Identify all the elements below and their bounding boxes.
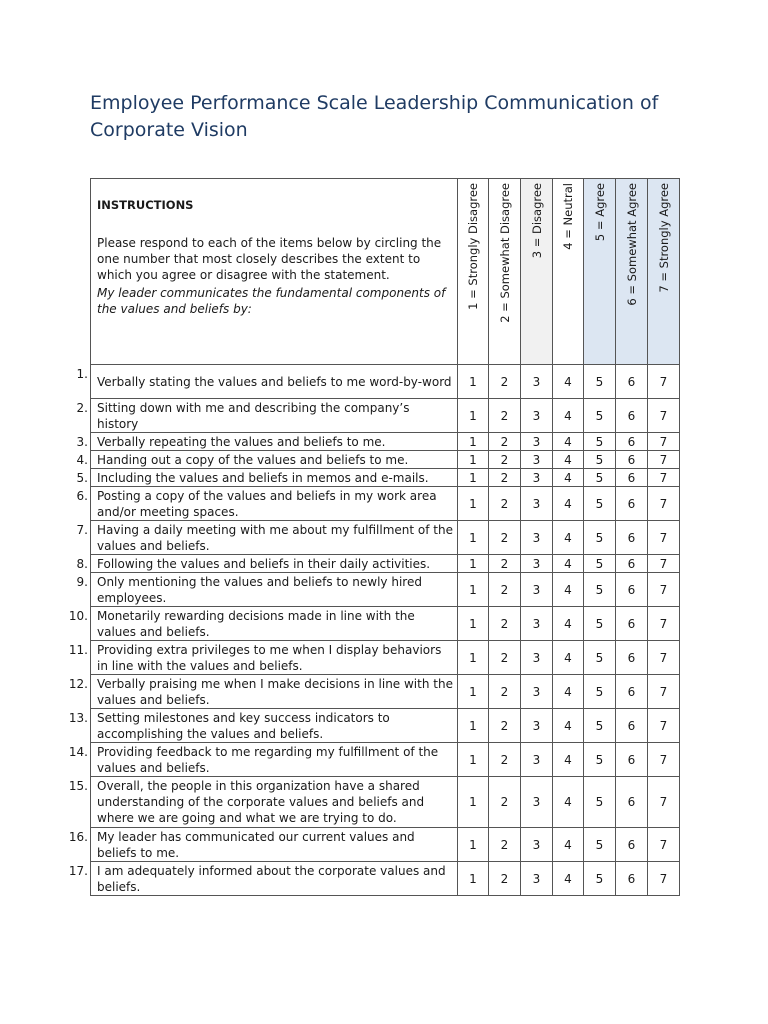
- table-row: [91, 555, 680, 573]
- rating-option-4[interactable]: 4: [553, 777, 584, 828]
- rating-option-5[interactable]: 5: [584, 469, 616, 487]
- rating-option-6[interactable]: 6: [616, 743, 648, 777]
- rating-option-3[interactable]: 3: [521, 675, 553, 709]
- survey-items: [91, 365, 680, 896]
- rating-option-1[interactable]: 1: [458, 828, 489, 862]
- rating-option-6[interactable]: 6: [616, 675, 648, 709]
- rating-option-1[interactable]: 1: [458, 521, 489, 555]
- item-number: 9.: [76, 574, 88, 589]
- scale-label-4: 4 = Neutral: [561, 183, 575, 250]
- rating-option-2[interactable]: 2: [489, 451, 521, 469]
- rating-option-3[interactable]: 3: [521, 573, 553, 607]
- rating-option-5[interactable]: 5: [584, 555, 616, 573]
- rating-option-1[interactable]: 1: [458, 433, 489, 451]
- item-number: 10.: [68, 608, 88, 623]
- item-number: 2.: [76, 400, 88, 415]
- rating-option-6[interactable]: 6: [616, 469, 648, 487]
- rating-option-3[interactable]: 3: [521, 365, 553, 399]
- table-row: [91, 641, 680, 675]
- rating-option-4[interactable]: 4: [553, 365, 584, 399]
- rating-option-6[interactable]: 6: [616, 828, 648, 862]
- rating-option-6[interactable]: 6: [616, 433, 648, 451]
- rating-option-7[interactable]: 7: [648, 365, 680, 399]
- rating-option-7[interactable]: 7: [648, 555, 680, 573]
- table-row: [91, 743, 680, 777]
- item-statement: Following the values and beliefs in their daily activities.: [91, 555, 458, 573]
- item-statement: Providing extra privileges to me when I display behaviors in line with the values and beliefs.: [91, 641, 458, 675]
- item-number: 7.: [76, 522, 88, 537]
- table-row: [91, 521, 680, 555]
- rating-option-3[interactable]: 3: [521, 709, 553, 743]
- rating-option-4[interactable]: 4: [553, 828, 584, 862]
- item-statement: Overall, the people in this organization have a shared understanding of the corporate values and beliefs and where we are going and what we are trying to do.: [91, 777, 458, 828]
- rating-option-7[interactable]: 7: [648, 573, 680, 607]
- scale-header-1: [458, 179, 489, 365]
- rating-option-7[interactable]: 7: [648, 433, 680, 451]
- rating-option-1[interactable]: 1: [458, 777, 489, 828]
- rating-option-1[interactable]: 1: [458, 451, 489, 469]
- table-row: [91, 828, 680, 862]
- rating-option-7[interactable]: 7: [648, 399, 680, 433]
- rating-option-1[interactable]: 1: [458, 862, 489, 896]
- item-statement: Providing feedback to me regarding my fulfillment of the values and beliefs.: [91, 743, 458, 777]
- table-row: [91, 433, 680, 451]
- rating-option-2[interactable]: 2: [489, 365, 521, 399]
- scale-header-4: [553, 179, 584, 365]
- rating-option-2[interactable]: 2: [489, 607, 521, 641]
- table-row: [91, 607, 680, 641]
- scale-header-7: [648, 179, 680, 365]
- rating-option-4[interactable]: 4: [553, 521, 584, 555]
- scale-header-5: [584, 179, 616, 365]
- rating-option-7[interactable]: 7: [648, 743, 680, 777]
- item-number: 11.: [68, 642, 88, 657]
- rating-option-2[interactable]: 2: [489, 675, 521, 709]
- rating-option-4[interactable]: 4: [553, 399, 584, 433]
- rating-option-5[interactable]: 5: [584, 521, 616, 555]
- rating-option-7[interactable]: 7: [648, 828, 680, 862]
- instructions-heading: INSTRUCTIONS: [97, 198, 194, 212]
- rating-option-7[interactable]: 7: [648, 521, 680, 555]
- rating-option-7[interactable]: 7: [648, 641, 680, 675]
- rating-option-5[interactable]: 5: [584, 828, 616, 862]
- rating-option-1[interactable]: 1: [458, 555, 489, 573]
- rating-option-6[interactable]: 6: [616, 709, 648, 743]
- rating-option-2[interactable]: 2: [489, 487, 521, 521]
- rating-option-3[interactable]: 3: [521, 555, 553, 573]
- table-row: [91, 675, 680, 709]
- rating-option-6[interactable]: 6: [616, 365, 648, 399]
- rating-option-3[interactable]: 3: [521, 743, 553, 777]
- scale-label-6: 6 = Somewhat Agree: [624, 183, 639, 306]
- table-row: [91, 469, 680, 487]
- instructions-prompt: My leader communicates the fundamental components of the values and beliefs by:: [97, 286, 446, 316]
- instructions-cell: [91, 179, 458, 365]
- rating-option-2[interactable]: 2: [489, 573, 521, 607]
- item-statement: Handing out a copy of the values and beliefs to me.: [91, 451, 458, 469]
- item-number: 13.: [68, 710, 88, 725]
- rating-option-4[interactable]: 4: [553, 469, 584, 487]
- item-number: 12.: [68, 676, 88, 691]
- scale-label-3: 3 = Disagree: [529, 183, 544, 259]
- rating-option-1[interactable]: 1: [458, 487, 489, 521]
- rating-option-1[interactable]: 1: [458, 709, 489, 743]
- rating-option-1[interactable]: 1: [458, 365, 489, 399]
- item-number: 5.: [76, 470, 88, 485]
- rating-option-5[interactable]: 5: [584, 487, 616, 521]
- rating-option-4[interactable]: 4: [553, 675, 584, 709]
- item-statement: Setting milestones and key success indicators to accomplishing the values and beliefs.: [91, 709, 458, 743]
- scale-label-2: 2 = Somewhat Disagree: [497, 183, 512, 323]
- item-statement: Verbally stating the values and beliefs to me word-by-word: [91, 365, 458, 399]
- rating-option-6[interactable]: 6: [616, 487, 648, 521]
- rating-option-4[interactable]: 4: [553, 607, 584, 641]
- item-number: 16.: [68, 829, 88, 844]
- item-statement: Verbally praising me when I make decisions in line with the values and beliefs.: [91, 675, 458, 709]
- table-row: [91, 862, 680, 896]
- scale-header-3: [521, 179, 553, 365]
- rating-option-1[interactable]: 1: [458, 641, 489, 675]
- rating-option-5[interactable]: 5: [584, 365, 616, 399]
- rating-option-7[interactable]: 7: [648, 607, 680, 641]
- scale-label-7: 7 = Strongly Agree: [656, 183, 671, 293]
- instructions-body: Please respond to each of the items below by circling the one number that most closely describes the extent to which you agree or disagree with the statement.: [97, 236, 442, 282]
- rating-option-6[interactable]: 6: [616, 777, 648, 828]
- table-row: [91, 709, 680, 743]
- rating-option-5[interactable]: 5: [584, 433, 616, 451]
- rating-option-7[interactable]: 7: [648, 709, 680, 743]
- rating-option-3[interactable]: 3: [521, 399, 553, 433]
- rating-option-7[interactable]: 7: [648, 469, 680, 487]
- rating-option-3[interactable]: 3: [521, 521, 553, 555]
- scale-header-6: [616, 179, 648, 365]
- rating-option-1[interactable]: 1: [458, 743, 489, 777]
- rating-option-2[interactable]: 2: [489, 399, 521, 433]
- scale-header-row: [91, 179, 680, 365]
- rating-option-3[interactable]: 3: [521, 433, 553, 451]
- item-statement: Verbally repeating the values and beliefs to me.: [91, 433, 458, 451]
- rating-option-2[interactable]: 2: [489, 709, 521, 743]
- rating-option-7[interactable]: 7: [648, 487, 680, 521]
- rating-option-6[interactable]: 6: [616, 451, 648, 469]
- item-number: 8.: [76, 556, 88, 571]
- rating-option-1[interactable]: 1: [458, 399, 489, 433]
- rating-option-6[interactable]: 6: [616, 521, 648, 555]
- item-statement: Posting a copy of the values and beliefs in my work area and/or meeting spaces.: [91, 487, 458, 521]
- rating-option-3[interactable]: 3: [521, 777, 553, 828]
- rating-option-7[interactable]: 7: [648, 862, 680, 896]
- rating-option-4[interactable]: 4: [553, 451, 584, 469]
- rating-option-3[interactable]: 3: [521, 607, 553, 641]
- rating-option-5[interactable]: 5: [584, 709, 616, 743]
- rating-option-5[interactable]: 5: [584, 451, 616, 469]
- item-number: 15.: [68, 778, 88, 793]
- scale-header-2: [489, 179, 521, 365]
- rating-option-5[interactable]: 5: [584, 399, 616, 433]
- rating-option-2[interactable]: 2: [489, 641, 521, 675]
- page-title: Employee Performance Scale Leadership Communication of Corporate Vision: [90, 92, 659, 141]
- rating-option-6[interactable]: 6: [616, 862, 648, 896]
- item-statement: Sitting down with me and describing the company’s history: [91, 399, 458, 433]
- table-row: [91, 365, 680, 399]
- rating-option-1[interactable]: 1: [458, 675, 489, 709]
- rating-option-2[interactable]: 2: [489, 777, 521, 828]
- rating-option-5[interactable]: 5: [584, 607, 616, 641]
- rating-option-4[interactable]: 4: [553, 743, 584, 777]
- rating-option-2[interactable]: 2: [489, 828, 521, 862]
- rating-option-5[interactable]: 5: [584, 777, 616, 828]
- rating-option-4[interactable]: 4: [553, 487, 584, 521]
- survey-table: [90, 178, 680, 896]
- scale-label-5: 5 = Agree: [592, 183, 607, 242]
- rating-option-2[interactable]: 2: [489, 555, 521, 573]
- table-row: [91, 573, 680, 607]
- table-row: [91, 487, 680, 521]
- item-statement: I am adequately informed about the corporate values and beliefs.: [91, 862, 458, 896]
- rating-option-1[interactable]: 1: [458, 573, 489, 607]
- rating-option-4[interactable]: 4: [553, 573, 584, 607]
- item-number: 3.: [76, 434, 88, 449]
- item-number: 4.: [76, 452, 88, 467]
- rating-option-3[interactable]: 3: [521, 451, 553, 469]
- scale-label-1: 1 = Strongly Disagree: [466, 183, 480, 310]
- rating-option-5[interactable]: 5: [584, 862, 616, 896]
- rating-option-2[interactable]: 2: [489, 743, 521, 777]
- rating-option-1[interactable]: 1: [458, 469, 489, 487]
- rating-option-3[interactable]: 3: [521, 862, 553, 896]
- item-statement: Monetarily rewarding decisions made in line with the values and beliefs.: [91, 607, 458, 641]
- item-statement: My leader has communicated our current values and beliefs to me.: [91, 828, 458, 862]
- rating-option-7[interactable]: 7: [648, 675, 680, 709]
- rating-option-2[interactable]: 2: [489, 862, 521, 896]
- rating-option-2[interactable]: 2: [489, 433, 521, 451]
- rating-option-5[interactable]: 5: [584, 675, 616, 709]
- rating-option-3[interactable]: 3: [521, 469, 553, 487]
- item-number: 1.: [76, 366, 88, 381]
- rating-option-6[interactable]: 6: [616, 573, 648, 607]
- item-statement: Only mentioning the values and beliefs to newly hired employees.: [91, 573, 458, 607]
- rating-option-4[interactable]: 4: [553, 555, 584, 573]
- item-statement: Having a daily meeting with me about my fulfillment of the values and beliefs.: [91, 521, 458, 555]
- rating-option-4[interactable]: 4: [553, 641, 584, 675]
- rating-option-1[interactable]: 1: [458, 607, 489, 641]
- rating-option-6[interactable]: 6: [616, 399, 648, 433]
- rating-option-6[interactable]: 6: [616, 607, 648, 641]
- rating-option-5[interactable]: 5: [584, 573, 616, 607]
- rating-option-3[interactable]: 3: [521, 641, 553, 675]
- rating-option-7[interactable]: 7: [648, 451, 680, 469]
- rating-option-4[interactable]: 4: [553, 709, 584, 743]
- item-statement: Including the values and beliefs in memos and e-mails.: [91, 469, 458, 487]
- rating-option-3[interactable]: 3: [521, 487, 553, 521]
- rating-option-6[interactable]: 6: [616, 555, 648, 573]
- rating-option-4[interactable]: 4: [553, 433, 584, 451]
- rating-option-6[interactable]: 6: [616, 641, 648, 675]
- rating-option-3[interactable]: 3: [521, 828, 553, 862]
- rating-option-5[interactable]: 5: [584, 743, 616, 777]
- item-number: 14.: [68, 744, 88, 759]
- rating-option-7[interactable]: 7: [648, 777, 680, 828]
- rating-option-4[interactable]: 4: [553, 862, 584, 896]
- item-number: 17.: [68, 863, 88, 878]
- rating-option-2[interactable]: 2: [489, 521, 521, 555]
- table-row: [91, 777, 680, 828]
- item-number: 6.: [76, 488, 88, 503]
- rating-option-2[interactable]: 2: [489, 469, 521, 487]
- table-row: [91, 451, 680, 469]
- rating-option-5[interactable]: 5: [584, 641, 616, 675]
- table-row: [91, 399, 680, 433]
